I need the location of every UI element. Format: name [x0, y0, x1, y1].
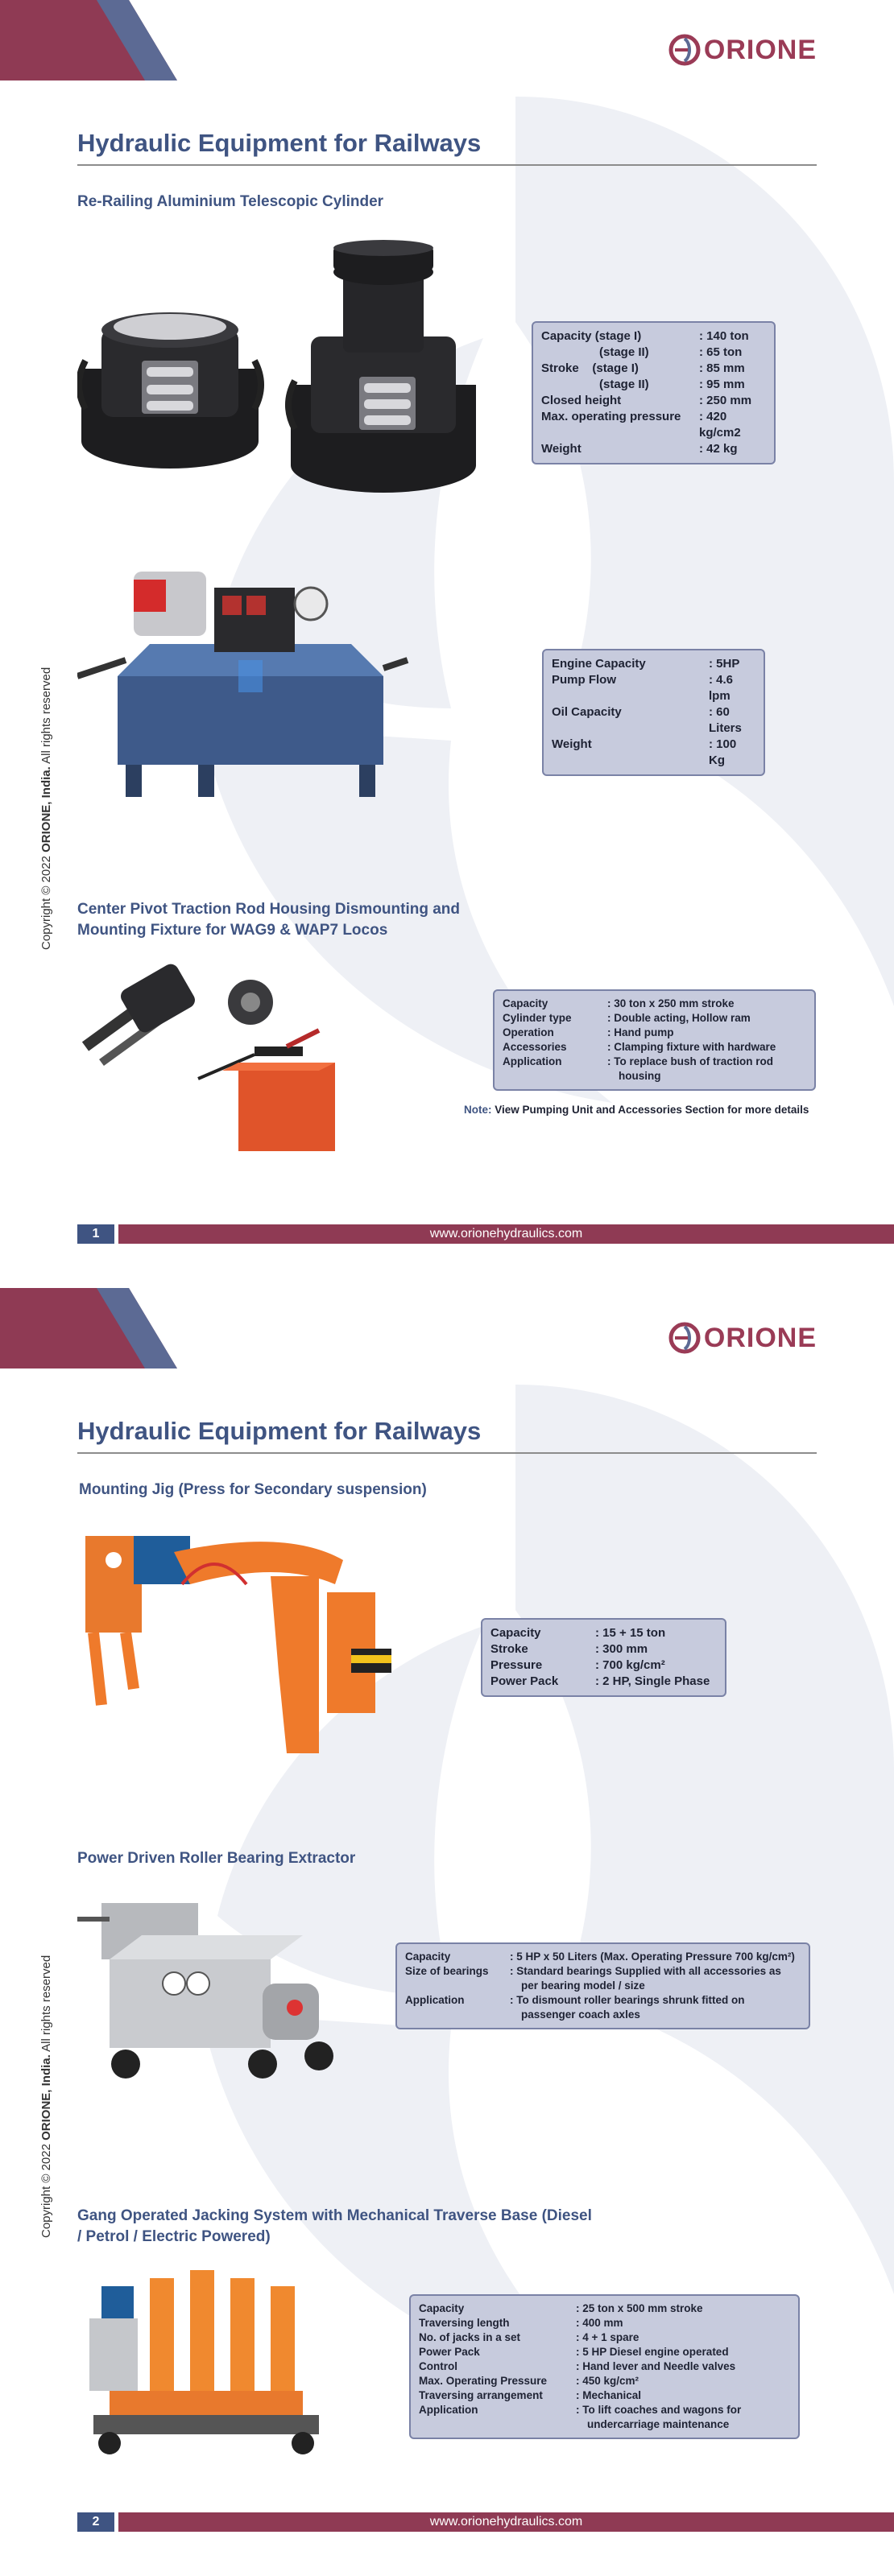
orione-logo-icon — [668, 1322, 701, 1354]
spec-box-telescopic-cylinder — [532, 321, 776, 464]
orione-logo-icon — [668, 34, 701, 66]
orione-logo — [668, 1322, 817, 1354]
spec-row: (stage II) : 95 mm — [541, 377, 766, 393]
page-heading: Hydraulic Equipment for Railways — [77, 129, 482, 157]
mounting-jig-image — [77, 1512, 424, 1785]
spec-table — [490, 1625, 710, 1690]
spec-row: Capacity : 25 ton x 500 mm stroke — [419, 2301, 761, 2316]
spec-box-mounting-jig — [481, 1618, 726, 1697]
corner-decoration — [0, 0, 193, 80]
note-label: Note: — [464, 1104, 492, 1116]
spec-row: Capacity : 30 ton x 250 mm stroke — [503, 997, 801, 1011]
section-title-gang-jacking-system: Gang Operated Jacking System with Mechanical Traverse Base (Diesel / Petrol / Electric Powered) — [77, 2207, 592, 2245]
spec-row: Capacity (stage I) : 140 ton — [541, 328, 766, 345]
telescopic-cylinder-image — [77, 240, 480, 497]
spec-row: Application : To lift coaches and wagons for undercarriage maintenance — [419, 2403, 761, 2432]
spec-row: Traversing length : 400 mm — [419, 2316, 761, 2330]
section-title-telescopic-cylinder: Re-Railing Aluminium Telescopic Cylinder — [77, 193, 384, 210]
spec-row: Stroke (stage I) : 85 mm — [541, 361, 766, 377]
heading-rule — [77, 164, 817, 166]
heading-rule — [77, 1452, 817, 1454]
spec-row: Cylinder type : Double acting, Hollow ram — [503, 1011, 801, 1026]
note — [464, 1104, 809, 1116]
spec-row: Application : To replace bush of traction rod housing — [503, 1055, 801, 1084]
spec-row: Weight : 42 kg — [541, 441, 766, 457]
spec-row: No. of jacks in a set : 4 + 1 spare — [419, 2330, 761, 2345]
spec-row: Power Pack : 5 HP Diesel engine operated — [419, 2345, 761, 2359]
spec-table — [541, 328, 766, 457]
spec-row: (stage II) : 65 ton — [541, 345, 766, 361]
section-title-mounting-jig: Mounting Jig (Press for Secondary suspension) — [79, 1481, 427, 1498]
spec-box-traction-rod-fixture — [493, 989, 816, 1091]
footer-bar — [118, 2512, 894, 2532]
spec-row: Size of bearings : Standard bearings Supplied with all accessories as per bearing model / size — [405, 1964, 800, 1993]
spec-row: Power Pack : 2 HP, Single Phase — [490, 1674, 710, 1690]
spec-row: Oil Capacity : 60 Liters — [552, 704, 755, 737]
catalog-page-2 — [0, 1288, 894, 2576]
section-title-roller-bearing-extractor: Power Driven Roller Bearing Extractor — [77, 1850, 356, 1867]
traction-rod-fixture-image — [77, 958, 351, 1159]
orione-logo — [668, 34, 817, 66]
page-heading: Hydraulic Equipment for Railways — [77, 1417, 482, 1445]
page-number: 1 — [77, 1224, 114, 1244]
note-text: View Pumping Unit and Accessories Section for more details — [495, 1104, 809, 1116]
spec-row: Stroke : 300 mm — [490, 1641, 710, 1657]
corner-decoration — [0, 1288, 193, 1368]
spec-row: Engine Capacity : 5HP — [552, 656, 755, 672]
spec-row: Application : To dismount roller bearings shrunk fitted on passenger coach axles — [405, 1993, 800, 2022]
spec-row: Operation : Hand pump — [503, 1026, 801, 1040]
spec-table — [552, 656, 755, 769]
spec-table — [405, 1950, 800, 2022]
spec-row: Max. Operating Pressure : 450 kg/cm² — [419, 2374, 761, 2388]
spec-table — [503, 997, 801, 1084]
spec-row: Pump Flow : 4.6 lpm — [552, 672, 755, 704]
spec-box-roller-bearing-extractor — [395, 1942, 810, 2029]
section-title-traction-rod-fixture: Center Pivot Traction Rod Housing Dismounting and Mounting Fixture for WAG9 & WAP7 Locos — [77, 901, 461, 939]
spec-row: Control : Hand lever and Needle valves — [419, 2359, 761, 2374]
website-link[interactable]: www.orionehydraulics.com — [429, 1227, 583, 1241]
gang-jacking-system-image — [77, 2254, 343, 2463]
spec-row: Weight : 100 Kg — [552, 737, 755, 769]
page-number: 2 — [77, 2512, 114, 2532]
spec-table — [419, 2301, 761, 2432]
engine-pump-unit-image — [77, 547, 416, 805]
copyright-vertical: Copyright © 2022 ORIONE, India. All rights reserved — [39, 1955, 53, 2238]
spec-box-gang-jacking-system — [409, 2294, 800, 2439]
roller-bearing-extractor-image — [77, 1887, 343, 2096]
spec-row: Max. operating pressure : 420 kg/cm2 — [541, 409, 766, 441]
website-link[interactable]: www.orionehydraulics.com — [429, 2515, 583, 2529]
spec-row: Capacity : 15 + 15 ton — [490, 1625, 710, 1641]
copyright-vertical: Copyright © 2022 ORIONE, India. All rights reserved — [39, 667, 53, 950]
spec-box-engine-pump-unit — [542, 649, 765, 776]
logo-text: ORIONE — [703, 1322, 817, 1353]
spec-row: Closed height : 250 mm — [541, 393, 766, 409]
spec-row: Pressure : 700 kg/cm² — [490, 1657, 710, 1674]
spec-row: Traversing arrangement : Mechanical — [419, 2388, 761, 2403]
spec-row: Accessories : Clamping fixture with hardware — [503, 1040, 801, 1055]
footer-bar — [118, 1224, 894, 1244]
spec-row: Capacity : 5 HP x 50 Liters (Max. Operating Pressure 700 kg/cm²) — [405, 1950, 800, 1964]
logo-text: ORIONE — [703, 34, 817, 65]
